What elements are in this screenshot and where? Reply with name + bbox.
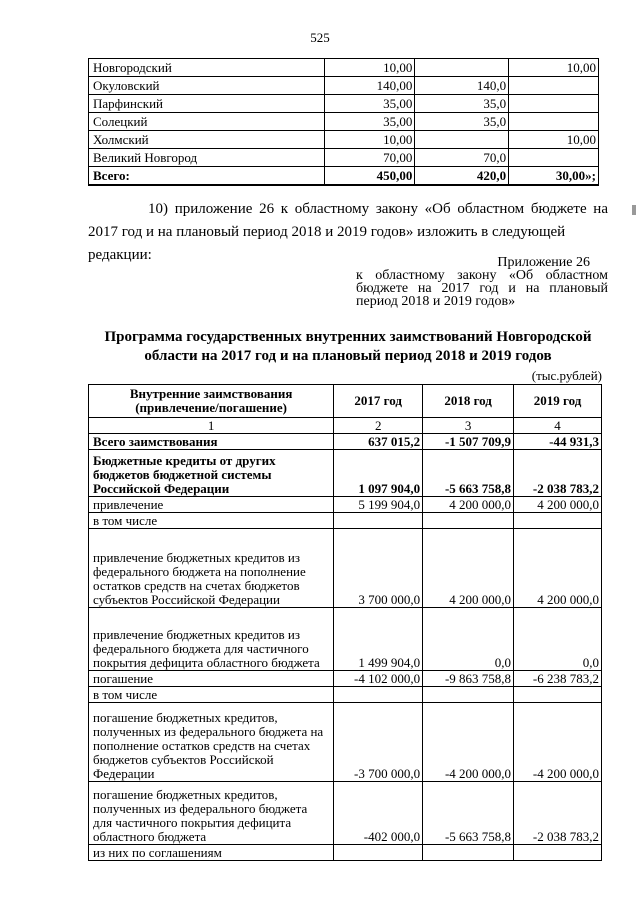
page-edge-mark	[632, 205, 636, 215]
value-2017	[334, 687, 423, 703]
table-row	[89, 113, 599, 131]
table-row	[89, 845, 602, 861]
value-2017: 1 097 904,0	[334, 450, 423, 497]
value-2018: -1 507 709,9	[423, 434, 514, 450]
row-label: погашение	[89, 671, 334, 687]
row-label: в том числе	[89, 513, 334, 529]
amount-cell: 420,0	[415, 167, 509, 186]
table-row	[89, 671, 602, 687]
table-row	[89, 703, 602, 782]
header-2018: 2018 год	[423, 385, 514, 418]
value-2018: 4 200 000,0	[423, 529, 514, 608]
column-index: 3	[423, 418, 514, 434]
appendix-header	[356, 256, 608, 308]
value-2019	[514, 513, 602, 529]
row-label: привлечение	[89, 497, 334, 513]
value-2018: -5 663 758,8	[423, 782, 514, 845]
appendix-number: Приложение 26	[497, 255, 590, 270]
header-2017: 2017 год	[334, 385, 423, 418]
value-2019: 0,0	[514, 608, 602, 671]
value-2018: -5 663 758,8	[423, 450, 514, 497]
district-name: Окуловский	[89, 77, 325, 95]
borrowing-program-table	[88, 384, 602, 861]
table-row	[89, 608, 602, 671]
table-row	[89, 782, 602, 845]
table-row	[89, 529, 602, 608]
amount-cell	[509, 149, 599, 167]
column-index-row	[89, 418, 602, 434]
amount-cell: 70,00	[324, 149, 415, 167]
value-2018	[423, 513, 514, 529]
value-2017: -402 000,0	[334, 782, 423, 845]
row-label: Всего заимствования	[89, 434, 334, 450]
amount-cell	[415, 131, 509, 149]
value-2018: -4 200 000,0	[423, 703, 514, 782]
value-2017: 1 499 904,0	[334, 608, 423, 671]
table-header-row	[89, 385, 602, 418]
total-row	[89, 167, 599, 186]
amount-cell: 140,00	[324, 77, 415, 95]
row-label: в том числе	[89, 687, 334, 703]
row-label: привлечение бюджетных кредитов из федерального бюджета для частичного покрытия дефицита областного бюджета	[89, 608, 334, 671]
amendment-text-end: редакции:	[88, 247, 152, 263]
amount-cell: 35,0	[415, 95, 509, 113]
table-row	[89, 59, 599, 77]
value-2017	[334, 513, 423, 529]
value-2017	[334, 845, 423, 861]
header-borrowings: Внутренние заимствования (привлечение/погашение)	[89, 385, 334, 418]
amendment-text: 10) приложение 26 к областному закону «Об областном бюджете на 2017 год и на плановый период 2018 и 2019 годов» изложить в следующей	[88, 201, 608, 240]
units-label: (тыс.рублей)	[531, 368, 602, 383]
amount-cell	[509, 95, 599, 113]
district-name: Парфинский	[89, 95, 325, 113]
column-index: 2	[334, 418, 423, 434]
amendment-paragraph	[88, 198, 608, 244]
header-2019: 2019 год	[514, 385, 602, 418]
row-label: привлечение бюджетных кредитов из федерального бюджета на пополнение остатков средств на счетах бюджетов субъектов Российской Федерации	[89, 529, 334, 608]
row-label: погашение бюджетных кредитов, полученных из федерального бюджета на пополнение остатков средств на счетах бюджетов субъектов Российской Федерации	[89, 703, 334, 782]
amount-cell: 10,00	[509, 131, 599, 149]
amount-cell	[509, 113, 599, 131]
municipal-allocation-table	[88, 58, 599, 186]
amount-cell: 35,0	[415, 113, 509, 131]
table-row	[89, 434, 602, 450]
table-row	[89, 77, 599, 95]
table-row	[89, 131, 599, 149]
amount-cell: 140,0	[415, 77, 509, 95]
value-2018: -9 863 758,8	[423, 671, 514, 687]
value-2017: 5 199 904,0	[334, 497, 423, 513]
row-label: из них по соглашениям	[89, 845, 334, 861]
value-2019: 4 200 000,0	[514, 529, 602, 608]
table-row	[89, 687, 602, 703]
district-name: Новгородский	[89, 59, 325, 77]
amount-cell: 35,00	[324, 113, 415, 131]
amount-cell	[509, 77, 599, 95]
amount-cell: 30,00»;	[509, 167, 599, 186]
district-name: Великий Новгород	[89, 149, 325, 167]
page-number: 525	[310, 30, 330, 45]
amount-cell	[415, 59, 509, 77]
table-row	[89, 497, 602, 513]
amount-cell: 450,00	[324, 167, 415, 186]
title-line-1: Программа государственных внутренних заимствований Новгородской	[104, 329, 592, 345]
value-2019: -2 038 783,2	[514, 782, 602, 845]
value-2018	[423, 687, 514, 703]
value-2019: 4 200 000,0	[514, 497, 602, 513]
value-2019: -44 931,3	[514, 434, 602, 450]
table-row	[89, 95, 599, 113]
value-2017: 3 700 000,0	[334, 529, 423, 608]
amount-cell: 10,00	[324, 59, 415, 77]
value-2019	[514, 687, 602, 703]
district-name: Солецкий	[89, 113, 325, 131]
value-2017: -3 700 000,0	[334, 703, 423, 782]
column-index: 4	[514, 418, 602, 434]
amount-cell: 70,0	[415, 149, 509, 167]
title-line-2: области на 2017 год и на плановый период 2018 и 2019 годов	[144, 348, 552, 364]
value-2018: 0,0	[423, 608, 514, 671]
value-2017: -4 102 000,0	[334, 671, 423, 687]
value-2017: 637 015,2	[334, 434, 423, 450]
amount-cell: 35,00	[324, 95, 415, 113]
row-label: погашение бюджетных кредитов, полученных из федерального бюджета для частичного покрытия дефицита областного бюджета	[89, 782, 334, 845]
district-name: Холмский	[89, 131, 325, 149]
column-index: 1	[89, 418, 334, 434]
amount-cell: 10,00	[509, 59, 599, 77]
table-row	[89, 149, 599, 167]
document-title	[88, 328, 608, 366]
value-2018: 4 200 000,0	[423, 497, 514, 513]
amount-cell: 10,00	[324, 131, 415, 149]
value-2019: -2 038 783,2	[514, 450, 602, 497]
value-2019	[514, 845, 602, 861]
value-2018	[423, 845, 514, 861]
appendix-reference: к областному закону «Об областном бюджете на 2017 год и на плановый период 2018 и 2019 годов»	[356, 268, 608, 309]
table-row	[89, 450, 602, 497]
table-row	[89, 513, 602, 529]
value-2019: -6 238 783,2	[514, 671, 602, 687]
value-2019: -4 200 000,0	[514, 703, 602, 782]
row-label: Бюджетные кредиты от других бюджетов бюджетной системы Российской Федерации	[89, 450, 334, 497]
district-name: Всего:	[89, 167, 325, 186]
